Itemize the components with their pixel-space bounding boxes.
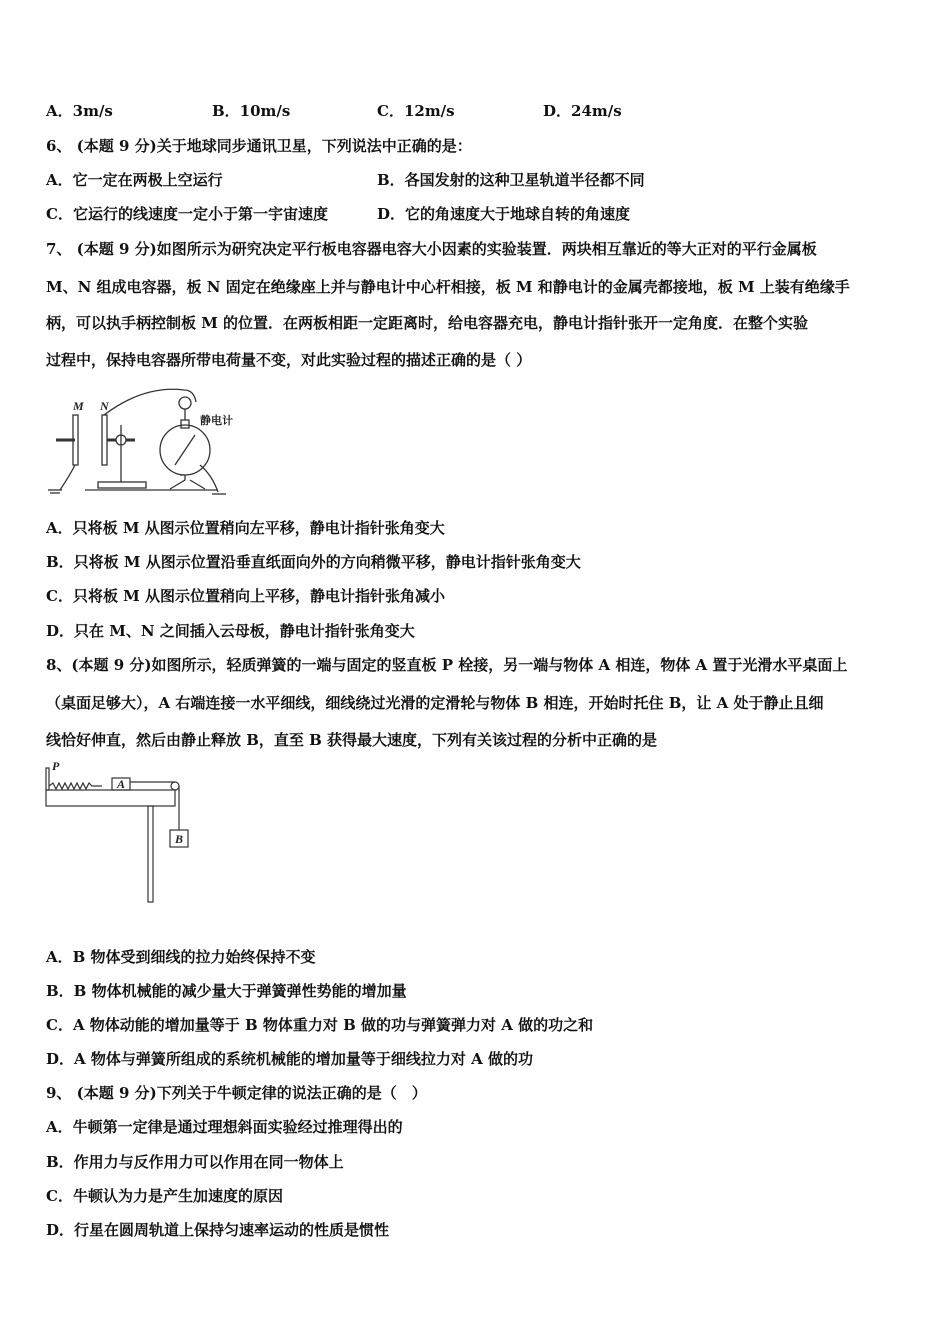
q8-option-b: B．B 物体机械能的减少量大于弹簧弹性势能的增加量	[46, 982, 407, 1000]
q7-stem-line: M、N 组成电容器，板 N 固定在绝缘座上并与静电计中心杆相接，板 M 和静电计的金属壳都接地，板 M 上装有绝缘手	[46, 278, 850, 296]
label-b: B	[175, 832, 184, 846]
label-m: M	[73, 399, 84, 413]
q5-option-a: A．3m/s	[46, 102, 113, 120]
q5-option-b: B．10m/s	[212, 102, 291, 120]
capacitor-electrometer-figure	[40, 380, 290, 510]
q7-option-d: D．只在 M、N 之间插入云母板，静电计指针张角变大	[46, 622, 415, 640]
q6-option-a: A．它一定在两极上空运行	[46, 171, 223, 189]
q6-option-c: C．它运行的线速度一定小于第一宇宙速度	[46, 205, 328, 223]
q7-stem-line: 7、 (本题 9 分)如图所示为研究决定平行板电容器电容大小因素的实验装置．两块相互靠近的等大正对的平行金属板	[46, 240, 817, 258]
q8-stem-line: 8、(本题 9 分)如图所示，轻质弹簧的一端与固定的竖直板 P 栓接，另一端与物体 A 相连，物体 A 置于光滑水平桌面上	[46, 656, 848, 674]
q8-option-a: A．B 物体受到细线的拉力始终保持不变	[46, 948, 316, 966]
label-a: A	[117, 777, 126, 791]
q7-stem-line: 过程中，保持电容器所带电荷量不变，对此实验过程的描述正确的是（ ）	[46, 351, 532, 369]
label-electrometer: 静电计	[200, 414, 233, 427]
spring-pulley-figure	[40, 760, 200, 910]
q5-option-d: D．24m/s	[543, 102, 622, 120]
label-n: N	[100, 399, 109, 413]
q9-option-b: B．作用力与反作用力可以作用在同一物体上	[46, 1153, 344, 1171]
q7-option-b: B．只将板 M 从图示位置沿垂直纸面向外的方向稍微平移，静电计指针张角变大	[46, 553, 581, 571]
q8-option-d: D．A 物体与弹簧所组成的系统机械能的增加量等于细线拉力对 A 做的功	[46, 1050, 533, 1068]
q9-stem: 9、 (本题 9 分)下列关于牛顿定律的说法正确的是（ ）	[46, 1084, 427, 1102]
q6-option-b: B．各国发射的这种卫星轨道半径都不同	[377, 171, 645, 189]
q8-option-c: C．A 物体动能的增加量等于 B 物体重力对 B 做的功与弹簧弹力对 A 做的功之和	[46, 1016, 594, 1034]
q9-option-c: C．牛顿认为力是产生加速度的原因	[46, 1187, 283, 1205]
q6-stem: 6、 (本题 9 分)关于地球同步通讯卫星，下列说法中正确的是：	[46, 137, 472, 155]
q9-option-d: D．行星在圆周轨道上保持匀速率运动的性质是惯性	[46, 1221, 390, 1239]
q5-option-c: C．12m/s	[377, 102, 455, 120]
label-p: P	[52, 760, 60, 773]
q7-option-c: C．只将板 M 从图示位置稍向上平移，静电计指针张角减小	[46, 587, 445, 605]
q9-option-a: A．牛顿第一定律是通过理想斜面实验经过推理得出的	[46, 1118, 403, 1136]
q8-stem-line: 线恰好伸直，然后由静止释放 B，直至 B 获得最大速度，下列有关该过程的分析中正确的是	[46, 731, 658, 749]
q7-option-a: A．只将板 M 从图示位置稍向左平移，静电计指针张角变大	[46, 519, 445, 537]
q8-stem-line: （桌面足够大），A 右端连接一水平细线，细线绕过光滑的定滑轮与物体 B 相连，开始时托住 B，让 A 处于静止且细	[46, 694, 824, 712]
q7-stem-line: 柄，可以执手柄控制板 M 的位置．在两板相距一定距离时，给电容器充电，静电计指针张开一定角度．在整个实验	[46, 314, 809, 332]
q6-option-d: D．它的角速度大于地球自转的角速度	[377, 205, 631, 223]
